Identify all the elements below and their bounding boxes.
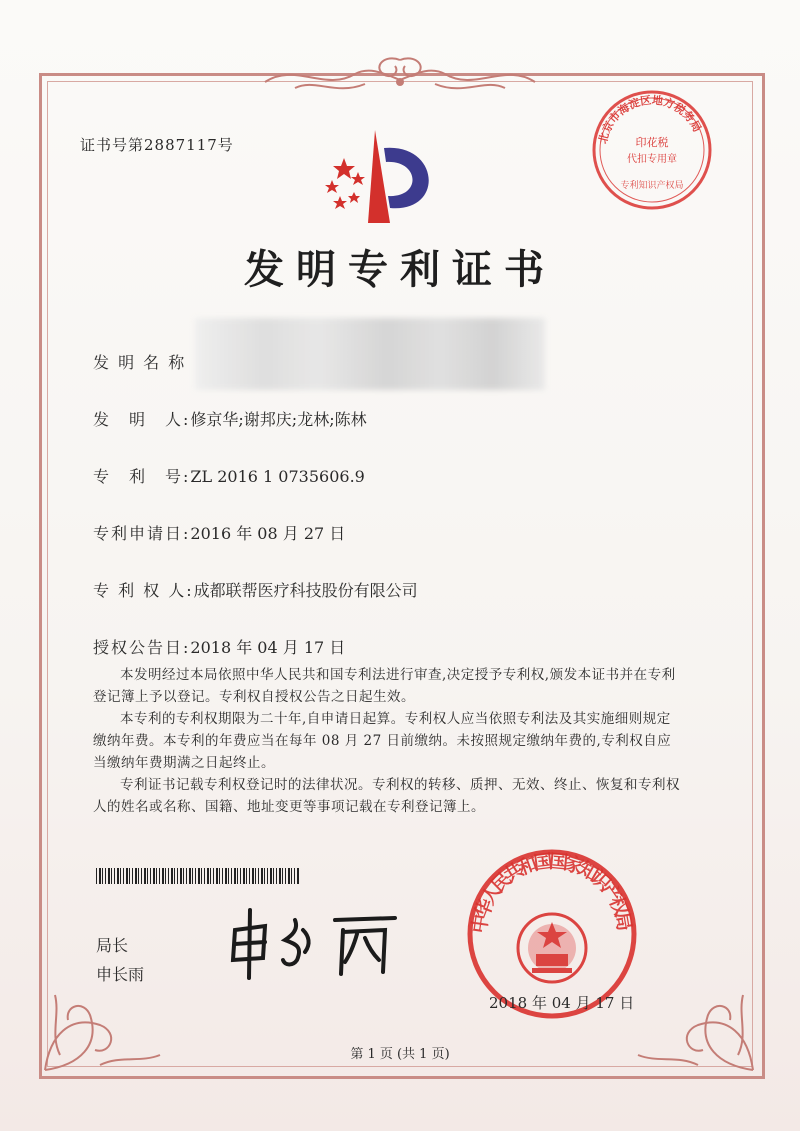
patent-number-field xyxy=(93,464,365,487)
redacted-invention-name xyxy=(195,318,545,390)
director-name: 申长雨 xyxy=(96,965,145,984)
patentee-value: 成都联帮医疗科技股份有限公司 xyxy=(193,581,418,600)
body-paragraph: 本专利的专利权期限为二十年,自申请日起算。专利权人应当依照专利法及其实施细则规定缴纳年费。本专利的年费应当在每年 08 月 27 日前缴纳。未按照规定缴纳年费的,专利权自应当缴纳年费期满之日起终止。 xyxy=(93,711,672,771)
body-paragraph: 专利证书记载专利权登记时的法律状况。专利权的转移、质押、无效、终止、恢复和专利权人的姓名或名称、国籍、地址变更等事项记载在专利登记簿上。 xyxy=(93,777,680,815)
grant-date-value: 2018 年 04 月 17 日 xyxy=(190,638,346,657)
inventor-field xyxy=(93,407,367,430)
tax-stamp-bottom-text: 专利知识产权局 xyxy=(620,181,684,191)
svg-text:中华人民共和国国家知识产权局 xyxy=(468,850,636,934)
page-indicator: 第 1 页 (共 1 页) xyxy=(350,1047,450,1062)
patentee-label: 专 利 权 人: xyxy=(93,581,194,600)
invention-name-label: 发 明 名 称 xyxy=(93,353,187,372)
patentee-field xyxy=(93,578,418,601)
tax-stamp-line2: 代扣专用章 xyxy=(627,154,677,165)
certificate-number: 证书号第2887117号 xyxy=(80,136,234,154)
filing-date-field xyxy=(93,521,345,544)
tax-stamp xyxy=(590,88,714,212)
director-title: 局长 xyxy=(96,936,129,955)
filing-date-value: 2016 年 08 月 27 日 xyxy=(190,524,346,543)
national-emblem-icon xyxy=(518,914,586,982)
tax-stamp-ring-text: 北京市海淀区地方税务局 xyxy=(596,93,704,145)
issue-date: 2018 年 04 月 17 日 xyxy=(489,994,635,1012)
grant-date-label: 授权公告日: xyxy=(93,638,191,657)
official-seal-ring-text: 中华人民共和国国家知识产权局 xyxy=(468,850,636,935)
body-paragraph: 本发明经过本局依照中华人民共和国专利法进行审查,决定授予专利权,颁发本证书并在专利登记簿上予以登记。专利权自授权公告之日起生效。 xyxy=(93,667,676,705)
patent-number-label: 专 利 号: xyxy=(93,467,191,486)
tax-stamp-line1: 印花税 xyxy=(635,136,669,149)
grant-date-field xyxy=(93,635,345,658)
certificate-title: 发明专利证书 xyxy=(244,247,556,293)
inventor-value: 修京华;谢邦庆;龙林;陈林 xyxy=(190,410,367,429)
invention-name-field xyxy=(93,350,186,373)
filing-date-label: 专利申请日: xyxy=(93,524,191,543)
inventor-label: 发 明 人: xyxy=(93,410,191,429)
certificate-body xyxy=(93,664,683,818)
patent-number-value: ZL 2016 1 0735606.9 xyxy=(190,467,365,486)
handwritten-signature xyxy=(225,900,405,980)
barcode xyxy=(96,868,300,884)
top-ornament xyxy=(255,52,545,102)
patent-office-logo-icon xyxy=(320,128,440,228)
